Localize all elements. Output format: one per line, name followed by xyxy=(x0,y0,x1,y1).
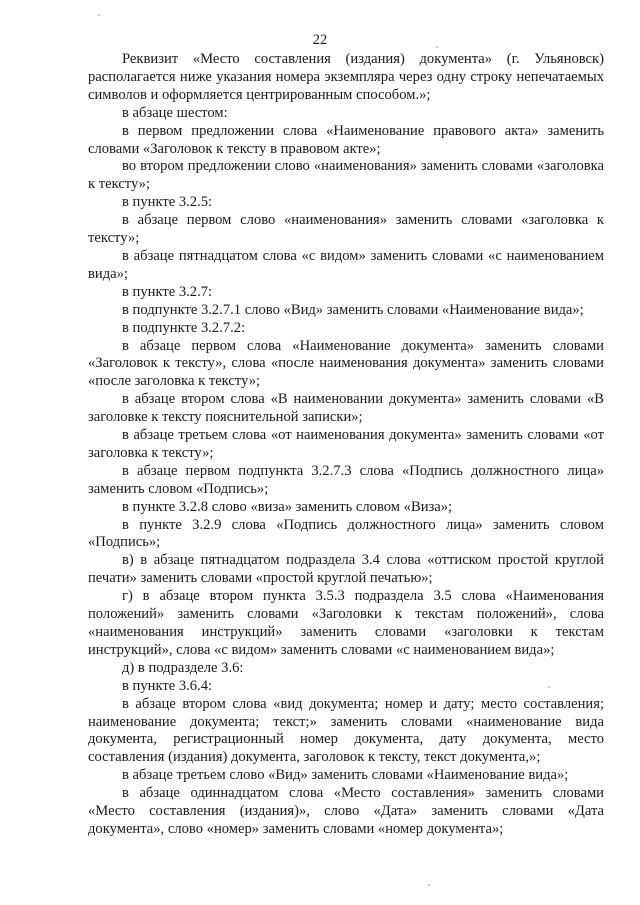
scan-speck xyxy=(428,884,430,886)
scan-speck xyxy=(98,14,100,16)
paragraph: в пункте 3.6.4: xyxy=(122,677,213,694)
paragraph: Реквизит «Место составления (издания) документа» (г. Ульяновск) располагается ниже указания номера экземпляра через одну строку непечатаемых символов и оформляется центрированным способом.»; xyxy=(88,51,604,103)
paragraph: в абзаце шестом: xyxy=(122,104,228,121)
paragraph: в абзаце первом подпункта 3.2.7.3 слова «Подпись должностного лица» заменить словом «Подпись»; xyxy=(88,462,604,497)
paragraph: в подпункте 3.2.7.2: xyxy=(122,319,246,336)
paragraph: в первом предложении слова «Наименование правового акта» заменить словами «Заголовок к тексту в правовом акте»; xyxy=(88,122,604,157)
paragraph: в абзаце третьем слово «Вид» заменить словами «Наименование вида»; xyxy=(122,767,569,784)
paragraph: в пункте 3.2.9 слова «Подпись должностного лица» заменить словом «Подпись»; xyxy=(88,516,604,551)
paragraph: д) в подразделе 3.6: xyxy=(122,659,244,676)
paragraph: в подпункте 3.2.7.1 слово «Вид» заменить словами «Наименование вида»; xyxy=(122,301,584,318)
scan-speck xyxy=(436,46,438,48)
paragraph: в абзаце пятнадцатом слова «с видом» заменить словами «с наименованием вида»; xyxy=(88,247,604,282)
paragraph: г) в абзаце втором пункта 3.5.3 подраздела 3.5 слова «Наименования положений» заменить словами «Заголовки к текстам положений», слова «наименования инструкций» заменить словами «заголовки к текстам инструкций», слова «с видом» заменить словами «с наименованием вида»; xyxy=(88,588,604,658)
paragraph: в) в абзаце пятнадцатом подраздела 3.4 слова «оттиском простой круглой печати» заменить словами «простой круглой печатью»; xyxy=(88,552,604,587)
scan-speck xyxy=(548,686,550,688)
paragraph: во втором предложении слово «наименования» заменить словами «заголовка к тексту»; xyxy=(88,158,604,193)
paragraph: в абзаце первом слово «наименования» заменить словами «заголовка к тексту»; xyxy=(88,212,604,247)
paragraph: в пункте 3.2.7: xyxy=(122,283,213,300)
paragraph: в пункте 3.2.5: xyxy=(122,194,213,211)
paragraph: в абзаце втором слова «В наименовании документа» заменить словами «В заголовке к тексту пояснительной записки»; xyxy=(88,391,604,426)
page-body xyxy=(88,51,604,839)
paragraph: в абзаце одиннадцатом слова «Место составления» заменить словами «Место составления (издания)», слово «Дата» заменить словами «Дата документа», слово «номер» заменить словами «номер документа»; xyxy=(88,785,604,837)
paragraph: в абзаце третьем слова «от наименования документа» заменить словами «от заголовка к тексту»; xyxy=(88,427,604,461)
paragraph: в пункте 3.2.8 слово «виза» заменить словом «Виза»; xyxy=(122,498,453,515)
paragraph: в абзаце втором слова «вид документа; номер и дату; место составления; наименование документа; текст;» заменить словами «наименование вида документа, регистрационный номер документа, дату документа, место составления (издания) документа, заголовок к тексту, текст документа,»; xyxy=(88,695,604,766)
paragraph: в абзаце первом слова «Наименование документа» заменить словами «Заголовок к тексту», слова «после наименования документа» заменить словами «после заголовка к тексту»; xyxy=(88,337,604,390)
page-number: 22 xyxy=(312,32,328,48)
